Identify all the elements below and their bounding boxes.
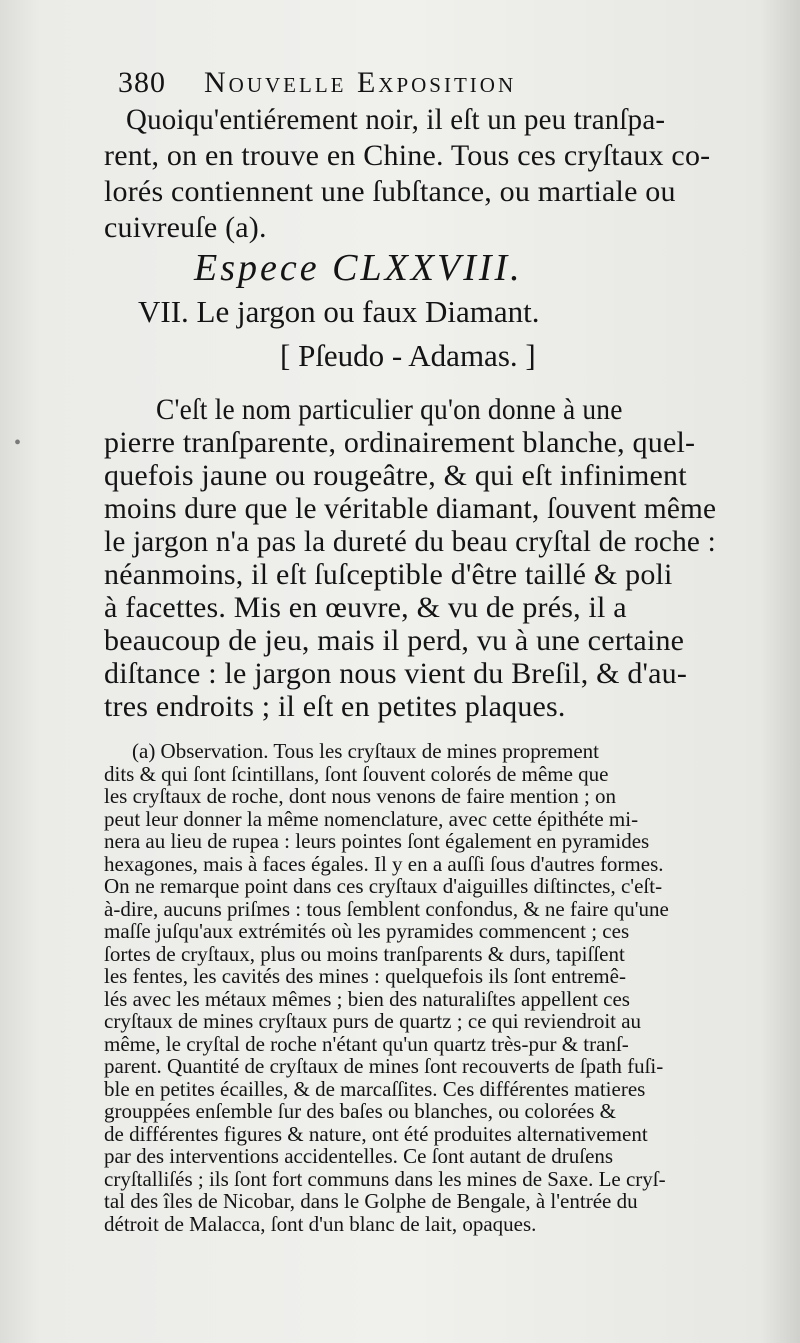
footnote-line: même, le cryſtal de roche n'étant qu'un quartz très-pur & tranſ- — [104, 1031, 629, 1056]
latin-name: [ Pſeudo - Adamas. ] — [280, 338, 536, 373]
species-subtitle: VII. Le jargon ou faux Diamant. — [138, 294, 540, 329]
footnote-line: parent. Quantité de cryſtaux de mines ſont recouverts de ſpath fuſi- — [104, 1054, 664, 1078]
species-heading: Espece CLXXVIII. — [194, 247, 523, 289]
footnote-line: dits & qui ſont ſcintillans, ſont ſouvent colorés de même que — [104, 761, 609, 786]
text-line: tres endroits ; il eſt en petites plaques. — [104, 690, 566, 723]
text-line: moins dure que le véritable diamant, ſouvent même — [104, 492, 717, 525]
page-header — [118, 66, 718, 106]
margin-blot: • — [14, 432, 22, 454]
footnote-line: cryſtaux de mines cryſtaux purs de quartz ; ce qui reviendroit au — [104, 1009, 642, 1033]
footnote-line: à-dire, aucuns priſmes : tous ſemblent confondus, & ne faire qu'une — [104, 896, 669, 921]
footnote-line: détroit de Malacca, ſont d'un blanc de lait, opaques. — [104, 1211, 537, 1236]
text-line: beaucoup de jeu, mais il perd, vu à une certaine — [104, 624, 685, 657]
footnote-line: lés avec les métaux mêmes ; bien des naturaliſtes appellent ces — [104, 986, 630, 1011]
text-line: diſtance : le jargon nous vient du Breſil, & d'au- — [104, 657, 688, 690]
footnote-line: grouppées enſemble ſur des baſes ou blanches, ou colorées & — [104, 1099, 617, 1123]
running-title: Nouvelle Exposition — [204, 66, 517, 99]
page-number: 380 — [118, 66, 166, 99]
footnote-line: maſſe juſqu'aux extrémités où les pyramides commencent ; ces — [104, 919, 630, 943]
footnote-line: tal des îles de Nicobar, dans le Golphe de Bengale, à l'entrée du — [104, 1189, 638, 1213]
text-line: cuivreuſe (a). — [104, 211, 267, 244]
text-line: le jargon n'a pas la dureté du beau cryſtal de roche : — [104, 525, 716, 558]
footnote-line: nera au lieu de rupea : leurs pointes ſont également en pyramides — [104, 829, 650, 853]
text-line: rent, on en trouve en Chine. Tous ces cryſtaux co- — [104, 139, 711, 172]
text-line: pierre tranſparente, ordinairement blanche, quel- — [104, 426, 696, 459]
footnote-line: ble en petites écailles, & de marcaſſites. Ces différentes matieres — [104, 1076, 646, 1101]
text-line: néanmoins, il eſt ſuſceptible d'être taillé & poli — [104, 558, 673, 591]
footnote-line: les fentes, les cavités des mines : quelquefois ils ſont entremê- — [104, 964, 626, 988]
footnote-line: les cryſtaux de roche, dont nous venons de faire mention ; on — [104, 784, 617, 808]
footnote-line: (a) Observation. Tous les cryſtaux de mines proprement — [132, 739, 600, 763]
footnote-line: cryſtalliſés ; ils ſont fort communs dans les mines de Saxe. Le cryſ- — [104, 1166, 666, 1191]
text-line: C'eſt le nom particulier qu'on donne à une — [156, 393, 623, 426]
footnote-line: hexagones, mais à faces égales. Il y en a auſſi ſous d'autres formes. — [104, 851, 664, 876]
footnote-line: On ne remarque point dans ces cryſtaux d'aiguilles diſtinctes, c'eſt- — [104, 874, 663, 898]
text-line: à facettes. Mis en œuvre, & vu de prés, il a — [104, 591, 627, 624]
footnote-line: peut leur donner la même nomenclature, avec cette épithéte mi- — [104, 806, 639, 831]
footnote-line: ſortes de cryſtaux, plus ou moins tranſparents & durs, tapiſſent — [104, 941, 625, 966]
footnote-line: de différentes figures & nature, ont été produites alternativement — [104, 1121, 648, 1146]
text-line: lorés contiennent une ſubſtance, ou martiale ou — [104, 175, 676, 208]
text-line: quefois jaune ou rougeâtre, & qui eſt infiniment — [104, 459, 687, 492]
footnote-line: par des interventions accidentelles. Ce ſont autant de druſens — [104, 1144, 614, 1168]
text-line: Quoiqu'entiérement noir, il eſt un peu tranſpa- — [126, 103, 666, 136]
